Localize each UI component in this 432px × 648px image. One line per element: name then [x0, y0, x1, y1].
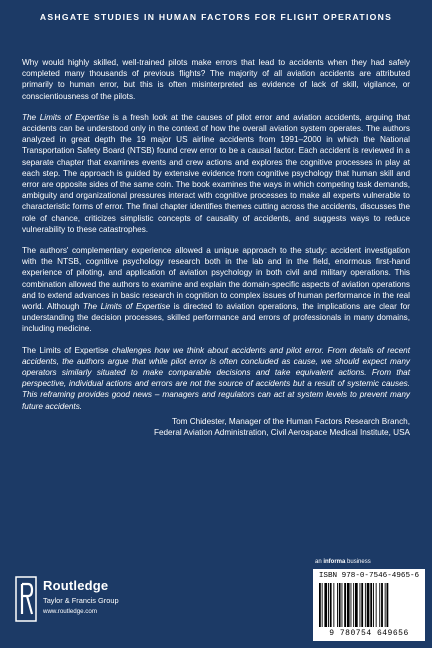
- isbn-label: ISBN 978-0-7546-4965-6: [318, 572, 420, 580]
- informa-brand: informa: [323, 559, 346, 565]
- barcode-bars: [319, 583, 419, 627]
- publisher-group: Taylor & Francis Group: [43, 596, 119, 605]
- book-title-inline: The Limits of Expertise: [22, 112, 110, 122]
- authors-text: The authors' complementary experience allowed a unique approach to the study: accident investigation with the NTSB, cognitive psychology research both in the lab and in the field, enormous first-hand experience of piloting, and application of aviation psychology in both civil and military operations. This combination allowed the authors to examine and explain the domain-specific aspects of aviation operations and to extend advances in basic research in cognition to complex issues of human performance in the real world. Although: [22, 246, 410, 312]
- description-text: is a fresh look at the causes of pilot error and aviation accidents, arguing that accidents can be understood only in the context of how the overall aviation system operates. The authors analyzed in great depth the 19 major US airline accidents from 1991–2000 in which the National Transportation Safety Board (NTSB) found crew error to be a causal factor. Each accident is reviewed in a separate chapter that examines events and crew actions and explores the cognitive processes in play at each step. The approach is guided by extensive evidence from cognitive psychology that human skill and error are opposite sides of the same coin. The book examines the ways in which competing task demands, ambiguity and organizational pressures interact with cognitive processes to make all experts vulnerable to characteristic forms of error. The final chapter identifies themes cutting across the accidents, discusses the role of chance, criticizes simplistic concepts of causality of accidents, and suggests ways to reduce vulnerability to these catastrophes.: [22, 112, 410, 234]
- authors-paragraph: [22, 245, 410, 335]
- publisher-block: [15, 576, 175, 636]
- barcode: [313, 569, 425, 641]
- intro-paragraph: Why would highly skilled, well-trained pilots make errors that lead to accidents when they had safely completed many thousands of previous flights? The majority of all aviation accidents are attributed primarily to human error, but this is often misinterpreted as evidence of lack of skill, vigilance, or conscientiousness of the pilots.: [22, 58, 410, 101]
- series-title: ASHGATE STUDIES IN HUMAN FACTORS FOR FLIGHT OPERATIONS: [39, 12, 393, 22]
- endorsement-quote: [22, 345, 410, 412]
- barcode-number: 9 780754 649656: [329, 629, 409, 638]
- description-paragraph: [22, 112, 410, 235]
- quote-text: challenges how we think about accidents and pilot error. From details of recent accidents, the authors argue that while pilot error is often concluded as cause, we should expect many operators similarly situated to make comparable decisions and take equivalent actions. From that perspective, individual actions and errors are not the source of accidents but a result of systemic causes. This reframing provides good news – managers and regulators can act at system levels to prevent many future accidents.: [22, 345, 410, 411]
- publisher-name: Routledge: [43, 578, 109, 593]
- attribution-line: Tom Chidester, Manager of the Human Factors Research Branch,: [172, 416, 410, 426]
- authors-text-tail: is directed to aviation operations, the implications are clear for understanding the decision processes, skilled performance and errors of professionals in many domains, including medicine.: [22, 302, 410, 334]
- informa-business-note: [315, 559, 425, 565]
- routledge-logo-icon: [15, 576, 37, 622]
- book-title-inline: The Limits of Expertise: [22, 345, 109, 355]
- attribution-line: Federal Aviation Administration, Civil Aerospace Medical Institute, USA: [153, 428, 410, 438]
- publisher-url[interactable]: www.routledge.com: [43, 608, 97, 615]
- back-cover-text: [22, 57, 410, 438]
- book-title-inline: The Limits of Expertise: [82, 302, 171, 312]
- informa-prefix: an: [315, 559, 324, 565]
- informa-suffix: business: [345, 559, 371, 565]
- quote-attribution: [22, 416, 410, 438]
